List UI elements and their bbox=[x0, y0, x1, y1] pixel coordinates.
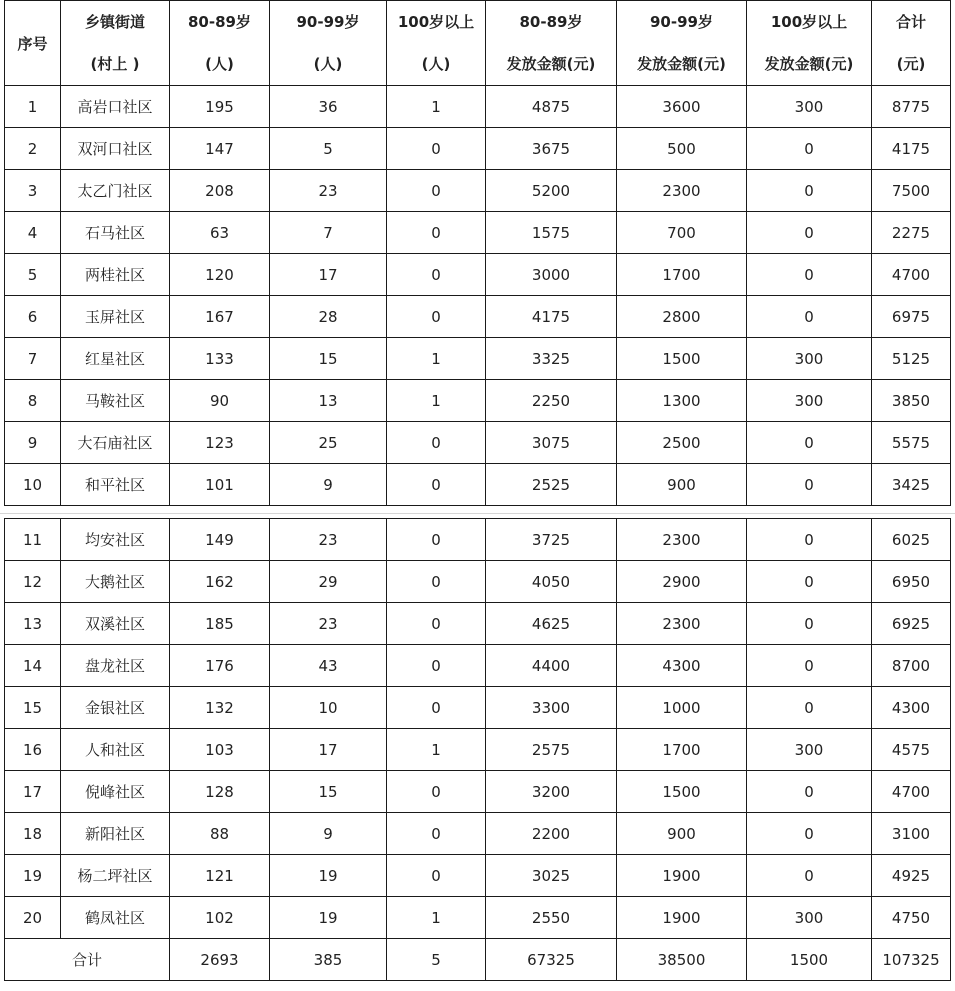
header-80-89-count: 80-89岁 (人) bbox=[170, 1, 270, 86]
cell-80-89-amount: 4050 bbox=[486, 561, 617, 603]
cell-community: 双溪社区 bbox=[61, 603, 170, 645]
cell-row-total: 8700 bbox=[872, 645, 951, 687]
cell-80-89-count: 162 bbox=[170, 561, 270, 603]
cell-80-89-amount: 2550 bbox=[486, 897, 617, 939]
cell-100plus-amount: 0 bbox=[747, 687, 872, 729]
cell-90-99-count: 5 bbox=[270, 128, 387, 170]
cell-seq: 4 bbox=[5, 212, 61, 254]
cell-80-89-count: 149 bbox=[170, 519, 270, 561]
cell-seq: 14 bbox=[5, 645, 61, 687]
header-seq: 序号 bbox=[5, 1, 61, 86]
cell-seq: 9 bbox=[5, 422, 61, 464]
cell-community: 玉屏社区 bbox=[61, 296, 170, 338]
cell-100plus-amount: 0 bbox=[747, 464, 872, 506]
cell-80-89-count: 102 bbox=[170, 897, 270, 939]
cell-row-total: 6975 bbox=[872, 296, 951, 338]
cell-seq: 13 bbox=[5, 603, 61, 645]
cell-community: 两桂社区 bbox=[61, 254, 170, 296]
header-90-99-count: 90-99岁 (人) bbox=[270, 1, 387, 86]
cell-90-99-amount: 1500 bbox=[617, 771, 747, 813]
cell-100plus-count: 0 bbox=[387, 519, 486, 561]
cell-100plus-count: 1 bbox=[387, 897, 486, 939]
cell-community: 双河口社区 bbox=[61, 128, 170, 170]
cell-community: 均安社区 bbox=[61, 519, 170, 561]
cell-row-total: 4700 bbox=[872, 771, 951, 813]
cell-100plus-count: 0 bbox=[387, 296, 486, 338]
cell-80-89-count: 63 bbox=[170, 212, 270, 254]
cell-community: 高岩口社区 bbox=[61, 86, 170, 128]
cell-row-total: 6950 bbox=[872, 561, 951, 603]
cell-seq: 19 bbox=[5, 855, 61, 897]
cell-100plus-amount: 0 bbox=[747, 422, 872, 464]
cell-80-89-count: 90 bbox=[170, 380, 270, 422]
cell-seq: 1 bbox=[5, 86, 61, 128]
cell-community: 大鹅社区 bbox=[61, 561, 170, 603]
cell-90-99-count: 28 bbox=[270, 296, 387, 338]
cell-80-89-amount: 3300 bbox=[486, 687, 617, 729]
cell-community: 金银社区 bbox=[61, 687, 170, 729]
table-row bbox=[5, 380, 951, 422]
cell-100plus-amount: 0 bbox=[747, 296, 872, 338]
cell-80-89-amount: 3200 bbox=[486, 771, 617, 813]
cell-90-99-count: 19 bbox=[270, 855, 387, 897]
cell-100plus-count: 0 bbox=[387, 771, 486, 813]
total-row bbox=[5, 939, 951, 981]
cell-90-99-count: 19 bbox=[270, 897, 387, 939]
cell-90-99-amount: 700 bbox=[617, 212, 747, 254]
cell-row-total: 8775 bbox=[872, 86, 951, 128]
cell-90-99-amount: 2500 bbox=[617, 422, 747, 464]
cell-100plus-count: 0 bbox=[387, 254, 486, 296]
cell-seq: 10 bbox=[5, 464, 61, 506]
cell-90-99-count: 23 bbox=[270, 603, 387, 645]
cell-100plus-count: 0 bbox=[387, 422, 486, 464]
cell-80-89-count: 123 bbox=[170, 422, 270, 464]
cell-80-89-count: 103 bbox=[170, 729, 270, 771]
table-row bbox=[5, 296, 951, 338]
cell-seq: 18 bbox=[5, 813, 61, 855]
cell-seq: 5 bbox=[5, 254, 61, 296]
cell-row-total: 5575 bbox=[872, 422, 951, 464]
table-row bbox=[5, 771, 951, 813]
cell-community: 新阳社区 bbox=[61, 813, 170, 855]
cell-community: 杨二坪社区 bbox=[61, 855, 170, 897]
cell-80-89-amount: 3725 bbox=[486, 519, 617, 561]
cell-90-99-amount: 2300 bbox=[617, 603, 747, 645]
cell-100plus-count: 0 bbox=[387, 561, 486, 603]
cell-row-total: 3100 bbox=[872, 813, 951, 855]
table-row bbox=[5, 519, 951, 561]
cell-row-total: 6925 bbox=[872, 603, 951, 645]
cell-80-89-amount: 2525 bbox=[486, 464, 617, 506]
cell-90-99-count: 9 bbox=[270, 464, 387, 506]
cell-100plus-count: 1 bbox=[387, 86, 486, 128]
cell-100plus-amount: 300 bbox=[747, 380, 872, 422]
cell-100plus-amount: 300 bbox=[747, 897, 872, 939]
total-100plus-amount: 1500 bbox=[747, 939, 872, 981]
cell-90-99-count: 15 bbox=[270, 338, 387, 380]
cell-seq: 16 bbox=[5, 729, 61, 771]
cell-row-total: 5125 bbox=[872, 338, 951, 380]
total-label: 合计 bbox=[5, 939, 170, 981]
cell-80-89-amount: 1575 bbox=[486, 212, 617, 254]
table-part-2 bbox=[4, 518, 951, 981]
header-80-89-amount: 80-89岁 发放金额(元) bbox=[486, 1, 617, 86]
cell-seq: 3 bbox=[5, 170, 61, 212]
cell-100plus-count: 1 bbox=[387, 380, 486, 422]
cell-80-89-count: 185 bbox=[170, 603, 270, 645]
cell-90-99-amount: 2800 bbox=[617, 296, 747, 338]
header-total: 合计 (元) bbox=[872, 1, 951, 86]
cell-seq: 8 bbox=[5, 380, 61, 422]
cell-90-99-amount: 900 bbox=[617, 464, 747, 506]
table-row bbox=[5, 897, 951, 939]
cell-90-99-amount: 3600 bbox=[617, 86, 747, 128]
cell-row-total: 3425 bbox=[872, 464, 951, 506]
cell-90-99-amount: 1500 bbox=[617, 338, 747, 380]
table-row bbox=[5, 561, 951, 603]
cell-row-total: 4300 bbox=[872, 687, 951, 729]
cell-row-total: 6025 bbox=[872, 519, 951, 561]
cell-80-89-count: 195 bbox=[170, 86, 270, 128]
cell-community: 鹤凤社区 bbox=[61, 897, 170, 939]
cell-80-89-amount: 2575 bbox=[486, 729, 617, 771]
cell-100plus-amount: 0 bbox=[747, 855, 872, 897]
table-row bbox=[5, 422, 951, 464]
total-80-89-count: 2693 bbox=[170, 939, 270, 981]
cell-100plus-amount: 0 bbox=[747, 603, 872, 645]
cell-community: 红星社区 bbox=[61, 338, 170, 380]
cell-90-99-count: 29 bbox=[270, 561, 387, 603]
cell-seq: 6 bbox=[5, 296, 61, 338]
total-90-99-amount: 38500 bbox=[617, 939, 747, 981]
cell-90-99-count: 15 bbox=[270, 771, 387, 813]
total-100plus-count: 5 bbox=[387, 939, 486, 981]
page-break-line bbox=[0, 513, 955, 514]
cell-80-89-count: 176 bbox=[170, 645, 270, 687]
cell-90-99-count: 17 bbox=[270, 729, 387, 771]
cell-80-89-count: 133 bbox=[170, 338, 270, 380]
cell-90-99-amount: 500 bbox=[617, 128, 747, 170]
table-row bbox=[5, 729, 951, 771]
table-row bbox=[5, 855, 951, 897]
cell-90-99-count: 10 bbox=[270, 687, 387, 729]
cell-90-99-amount: 4300 bbox=[617, 645, 747, 687]
table-row bbox=[5, 170, 951, 212]
cell-90-99-count: 43 bbox=[270, 645, 387, 687]
table-row bbox=[5, 86, 951, 128]
cell-90-99-count: 13 bbox=[270, 380, 387, 422]
cell-community: 石马社区 bbox=[61, 212, 170, 254]
cell-90-99-amount: 1700 bbox=[617, 729, 747, 771]
cell-seq: 12 bbox=[5, 561, 61, 603]
cell-80-89-amount: 4625 bbox=[486, 603, 617, 645]
cell-100plus-count: 0 bbox=[387, 687, 486, 729]
cell-90-99-amount: 2900 bbox=[617, 561, 747, 603]
cell-80-89-amount: 4175 bbox=[486, 296, 617, 338]
cell-80-89-amount: 3000 bbox=[486, 254, 617, 296]
cell-100plus-count: 0 bbox=[387, 813, 486, 855]
table-row bbox=[5, 338, 951, 380]
cell-80-89-count: 128 bbox=[170, 771, 270, 813]
cell-80-89-amount: 3025 bbox=[486, 855, 617, 897]
header-100plus-amount: 100岁以上 发放金额(元) bbox=[747, 1, 872, 86]
cell-community: 马鞍社区 bbox=[61, 380, 170, 422]
cell-80-89-count: 101 bbox=[170, 464, 270, 506]
table-row bbox=[5, 128, 951, 170]
cell-100plus-amount: 300 bbox=[747, 338, 872, 380]
cell-100plus-count: 0 bbox=[387, 855, 486, 897]
cell-row-total: 4575 bbox=[872, 729, 951, 771]
cell-seq: 15 bbox=[5, 687, 61, 729]
cell-seq: 20 bbox=[5, 897, 61, 939]
cell-80-89-count: 88 bbox=[170, 813, 270, 855]
cell-80-89-amount: 4400 bbox=[486, 645, 617, 687]
cell-90-99-count: 7 bbox=[270, 212, 387, 254]
cell-100plus-count: 0 bbox=[387, 212, 486, 254]
cell-row-total: 4750 bbox=[872, 897, 951, 939]
cell-90-99-amount: 2300 bbox=[617, 519, 747, 561]
cell-100plus-count: 0 bbox=[387, 170, 486, 212]
cell-row-total: 4175 bbox=[872, 128, 951, 170]
cell-80-89-count: 121 bbox=[170, 855, 270, 897]
cell-100plus-count: 1 bbox=[387, 338, 486, 380]
cell-100plus-amount: 0 bbox=[747, 170, 872, 212]
table-row bbox=[5, 603, 951, 645]
cell-80-89-count: 147 bbox=[170, 128, 270, 170]
cell-80-89-count: 120 bbox=[170, 254, 270, 296]
cell-80-89-amount: 2200 bbox=[486, 813, 617, 855]
cell-100plus-count: 0 bbox=[387, 645, 486, 687]
cell-80-89-count: 167 bbox=[170, 296, 270, 338]
table-row bbox=[5, 687, 951, 729]
cell-80-89-count: 132 bbox=[170, 687, 270, 729]
cell-100plus-count: 0 bbox=[387, 603, 486, 645]
cell-100plus-count: 0 bbox=[387, 464, 486, 506]
cell-seq: 7 bbox=[5, 338, 61, 380]
header-town: 乡镇街道 (村上 ) bbox=[61, 1, 170, 86]
cell-seq: 11 bbox=[5, 519, 61, 561]
table-part-1 bbox=[4, 0, 951, 506]
header-90-99-amount: 90-99岁 发放金额(元) bbox=[617, 1, 747, 86]
cell-90-99-count: 9 bbox=[270, 813, 387, 855]
total-90-99-count: 385 bbox=[270, 939, 387, 981]
cell-row-total: 4925 bbox=[872, 855, 951, 897]
cell-90-99-count: 23 bbox=[270, 170, 387, 212]
cell-90-99-count: 25 bbox=[270, 422, 387, 464]
cell-90-99-amount: 1300 bbox=[617, 380, 747, 422]
header-row bbox=[5, 1, 951, 86]
cell-100plus-amount: 0 bbox=[747, 519, 872, 561]
cell-community: 太乙门社区 bbox=[61, 170, 170, 212]
cell-community: 和平社区 bbox=[61, 464, 170, 506]
cell-80-89-amount: 2250 bbox=[486, 380, 617, 422]
cell-90-99-amount: 1900 bbox=[617, 855, 747, 897]
cell-90-99-count: 23 bbox=[270, 519, 387, 561]
cell-80-89-amount: 3675 bbox=[486, 128, 617, 170]
table-row bbox=[5, 212, 951, 254]
cell-seq: 17 bbox=[5, 771, 61, 813]
cell-100plus-amount: 0 bbox=[747, 212, 872, 254]
cell-90-99-amount: 1900 bbox=[617, 897, 747, 939]
cell-100plus-count: 1 bbox=[387, 729, 486, 771]
cell-100plus-amount: 0 bbox=[747, 645, 872, 687]
table-row bbox=[5, 645, 951, 687]
cell-row-total: 3850 bbox=[872, 380, 951, 422]
cell-100plus-amount: 300 bbox=[747, 86, 872, 128]
cell-100plus-amount: 0 bbox=[747, 254, 872, 296]
table-row bbox=[5, 254, 951, 296]
cell-90-99-amount: 1000 bbox=[617, 687, 747, 729]
cell-100plus-amount: 0 bbox=[747, 561, 872, 603]
cell-80-89-amount: 3325 bbox=[486, 338, 617, 380]
cell-80-89-count: 208 bbox=[170, 170, 270, 212]
cell-community: 盘龙社区 bbox=[61, 645, 170, 687]
table-row bbox=[5, 813, 951, 855]
cell-90-99-count: 36 bbox=[270, 86, 387, 128]
cell-seq: 2 bbox=[5, 128, 61, 170]
cell-row-total: 7500 bbox=[872, 170, 951, 212]
cell-90-99-amount: 1700 bbox=[617, 254, 747, 296]
total-80-89-amount: 67325 bbox=[486, 939, 617, 981]
cell-80-89-amount: 5200 bbox=[486, 170, 617, 212]
header-100plus-count: 100岁以上 (人) bbox=[387, 1, 486, 86]
cell-100plus-amount: 0 bbox=[747, 128, 872, 170]
cell-community: 人和社区 bbox=[61, 729, 170, 771]
cell-100plus-count: 0 bbox=[387, 128, 486, 170]
cell-community: 倪峰社区 bbox=[61, 771, 170, 813]
table-row bbox=[5, 464, 951, 506]
cell-90-99-count: 17 bbox=[270, 254, 387, 296]
cell-80-89-amount: 4875 bbox=[486, 86, 617, 128]
cell-row-total: 2275 bbox=[872, 212, 951, 254]
cell-100plus-amount: 300 bbox=[747, 729, 872, 771]
cell-100plus-amount: 0 bbox=[747, 813, 872, 855]
total-sum: 107325 bbox=[872, 939, 951, 981]
cell-90-99-amount: 900 bbox=[617, 813, 747, 855]
cell-row-total: 4700 bbox=[872, 254, 951, 296]
cell-100plus-amount: 0 bbox=[747, 771, 872, 813]
cell-80-89-amount: 3075 bbox=[486, 422, 617, 464]
cell-90-99-amount: 2300 bbox=[617, 170, 747, 212]
cell-community: 大石庙社区 bbox=[61, 422, 170, 464]
